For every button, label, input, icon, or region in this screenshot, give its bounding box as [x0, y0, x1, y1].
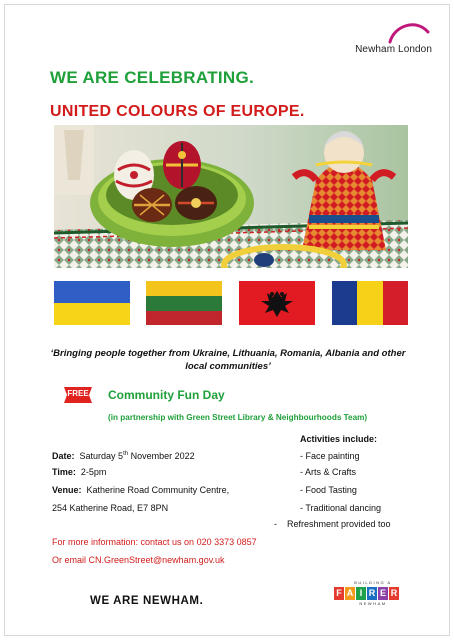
ukraine-flag [54, 281, 130, 325]
albania-flag [239, 281, 315, 325]
activity-item: - Food Tasting [300, 485, 357, 495]
building-a-fairer-newham-logo [332, 580, 414, 608]
fairer-letter: I [356, 587, 366, 600]
hero-photo [54, 125, 408, 268]
community-quote: ‘Bringing people together from Ukraine, Lithuania, Romania, Albania and other local communities’ [50, 348, 406, 372]
contact-email[interactable]: Or email CN.GreenStreet@newham.gov.uk [52, 555, 225, 565]
activities-heading: Activities include: [300, 434, 378, 444]
footer-slogan: WE ARE NEWHAM. [90, 595, 204, 607]
date-month-year: November 2022 [128, 451, 195, 461]
free-badge [62, 385, 94, 405]
time-label: Time: [52, 467, 76, 477]
activity-item: - Arts & Crafts [300, 467, 357, 477]
time-line [52, 467, 106, 477]
activity-item: - Traditional dancing [300, 503, 382, 513]
fairer-letter: E [379, 588, 386, 598]
lithuania-flag [146, 281, 222, 325]
time-value: 2-5pm [80, 467, 107, 477]
fairer-letters [334, 587, 399, 600]
page-subheading: UNITED COLOURS OF EUROPE. [50, 103, 305, 120]
logo-text: Newham London [355, 44, 432, 55]
fairer-letter: F [334, 587, 344, 600]
partnership-note: (in partnership with Green Street Library & Neighbourhoods Team) [108, 413, 368, 422]
fairer-bottom-text: NEWHAM [359, 601, 387, 606]
venue-line [52, 485, 229, 495]
fairer-letter: R [368, 588, 376, 598]
fairer-letter: R [390, 588, 398, 598]
event-title: Community Fun Day [108, 388, 225, 402]
venue-label: Venue: [52, 485, 82, 495]
page-heading: WE ARE CELEBRATING. [50, 68, 255, 87]
fairer-letter: A [346, 588, 354, 598]
date-suffix: th [123, 451, 129, 457]
contact-phone: For more information: contact us on 020 3373 0857 [52, 537, 257, 547]
refreshment-note: - Refreshment provided too [274, 519, 391, 529]
fairer-top-text: BUILDING A [354, 580, 392, 585]
date-value: Saturday 5 [79, 451, 124, 461]
date-label: Date: [52, 451, 75, 461]
logo-arc-icon [386, 20, 430, 44]
address-line: 254 Katherine Road, E7 8PN [52, 503, 169, 513]
romania-flag [332, 281, 408, 325]
newham-logo [332, 20, 432, 54]
venue-value: Katherine Road Community Centre, [86, 485, 230, 495]
date-line [52, 451, 195, 461]
activity-item: - Face painting [300, 451, 360, 461]
free-badge-label: FREE [67, 389, 89, 398]
